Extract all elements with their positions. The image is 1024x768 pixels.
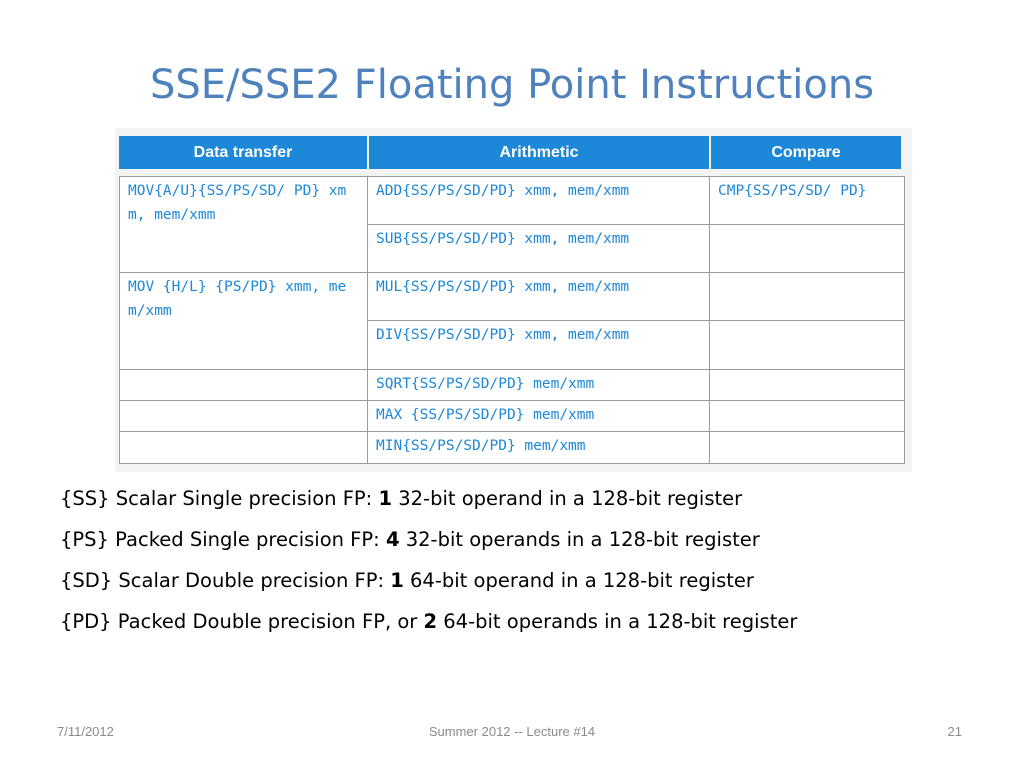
legend-ss-suffix: 32-bit operand in a 128-bit register	[392, 487, 743, 510]
data-transfer-cell-empty-3	[119, 431, 368, 464]
legend-line-pd	[60, 601, 990, 642]
footer-date: 7/11/2012	[57, 724, 114, 739]
legend-ps-suffix: 32-bit operands in a 128-bit register	[399, 528, 760, 551]
arithmetic-cell-max: MAX {SS/PS/SD/PD} mem/xmm	[367, 400, 710, 432]
arithmetic-cell-sqrt: SQRT{SS/PS/SD/PD} mem/xmm	[367, 369, 710, 401]
legend-ps-count: 4	[385, 528, 400, 551]
legend-sd-prefix: {SD} Scalar Double precision FP:	[60, 569, 391, 592]
arithmetic-cell-min: MIN{SS/PS/SD/PD} mem/xmm	[367, 431, 710, 464]
header-arithmetic: Arithmetic	[369, 136, 709, 169]
instruction-table	[115, 128, 912, 472]
arithmetic-cell-div: DIV{SS/PS/SD/PD} xmm, mem/xmm	[367, 320, 710, 370]
compare-cell-empty-5	[709, 400, 905, 432]
compare-cell-empty-3	[709, 320, 905, 370]
legend-line-sd	[60, 560, 990, 601]
data-transfer-cell-2: MOV {H/L} {PS/PD} xmm, mem/xmm	[119, 272, 368, 370]
legend-pd-prefix: {PD} Packed Double precision FP, or	[60, 610, 424, 633]
legend-line-ss	[60, 478, 990, 519]
footer-page-number: 21	[947, 724, 962, 739]
compare-cell-empty-1	[709, 224, 905, 273]
legend-pd-count: 2	[423, 610, 438, 633]
footer-lecture: Summer 2012 -- Lecture #14	[428, 724, 596, 739]
precision-legend	[60, 478, 990, 642]
data-transfer-cell-empty-1	[119, 369, 368, 401]
legend-line-ps	[60, 519, 990, 560]
arithmetic-cell-add: ADD{SS/PS/SD/PD} xmm, mem/xmm	[367, 176, 710, 225]
legend-sd-count: 1	[390, 569, 404, 592]
legend-ss-prefix: {SS} Scalar Single precision FP:	[60, 487, 379, 510]
slide-title: SSE/SSE2 Floating Point Instructions	[149, 62, 875, 108]
legend-ps-prefix: {PS} Packed Single precision FP:	[60, 528, 386, 551]
compare-cell-cmp: CMP{SS/PS/SD/ PD}	[709, 176, 905, 225]
compare-cell-empty-4	[709, 369, 905, 401]
compare-cell-empty-6	[709, 431, 905, 464]
table-body	[119, 176, 905, 465]
legend-pd-suffix: 64-bit operands in a 128-bit register	[437, 610, 798, 633]
compare-cell-empty-2	[709, 272, 905, 321]
arithmetic-cell-mul: MUL{SS/PS/SD/PD} xmm, mem/xmm	[367, 272, 710, 321]
header-data-transfer: Data transfer	[119, 136, 367, 169]
legend-ss-count: 1	[378, 487, 393, 510]
data-transfer-cell-empty-2	[119, 400, 368, 432]
data-transfer-cell-1: MOV{A/U}{SS/PS/SD/ PD} xmm, mem/xmm	[119, 176, 368, 273]
header-compare: Compare	[711, 136, 901, 169]
arithmetic-cell-sub: SUB{SS/PS/SD/PD} xmm, mem/xmm	[367, 224, 710, 273]
legend-sd-suffix: 64-bit operand in a 128-bit register	[403, 569, 754, 592]
